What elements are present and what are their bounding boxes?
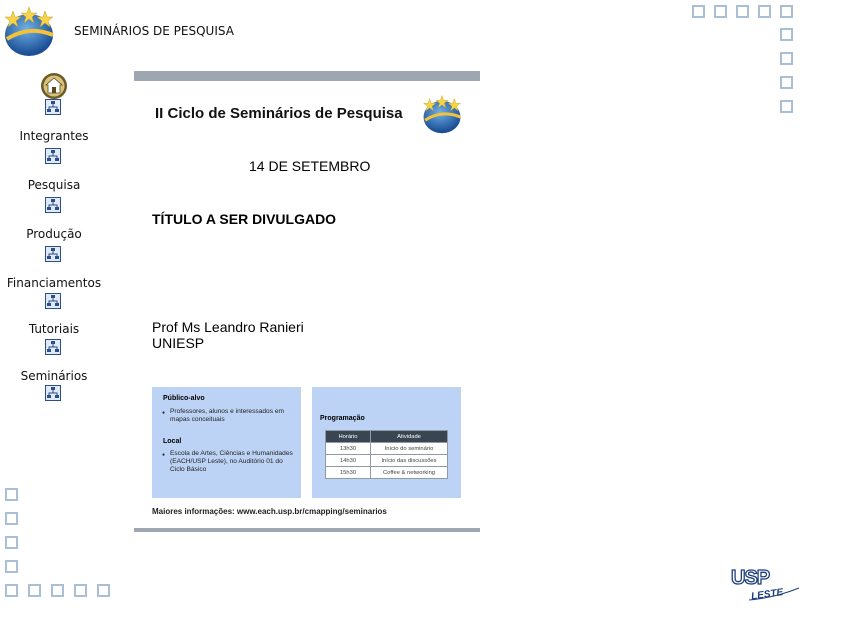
sidebar-item-producao[interactable]: Produção [26, 227, 82, 241]
schedule-header: Atividade [371, 431, 448, 443]
decor-square [5, 512, 18, 525]
schedule-time: 14h30 [326, 455, 371, 467]
table-row [326, 467, 448, 479]
schedule-table [325, 430, 448, 479]
speaker-affiliation: UNIESP [152, 335, 205, 351]
location-text: ● Escola de Artes, Ciências e Humanidades (EACH/USP Leste), no Auditório 01 do Ciclo Básico [170, 450, 296, 474]
decor-square [758, 5, 771, 18]
svg-text:USP: USP [731, 567, 770, 589]
audience-heading: Público-alvo [163, 395, 205, 402]
concept-map-icon[interactable] [45, 385, 61, 401]
decor-square [780, 100, 793, 113]
location-heading: Local [163, 438, 182, 445]
schedule-time: 13h30 [326, 443, 371, 455]
decor-square [780, 28, 793, 41]
schedule-activity: Início do seminário [371, 443, 448, 455]
decor-square [74, 584, 87, 597]
program-box [312, 387, 461, 498]
decor-square [780, 76, 793, 89]
seminar-date: 14 DE SETEMBRO [249, 158, 371, 174]
sidebar-item-pesquisa[interactable]: Pesquisa [27, 178, 81, 192]
schedule-time: 15h30 [326, 467, 371, 479]
stars-globe-logo [419, 94, 465, 134]
sidebar-item-financiamentos[interactable]: Financiamentos [6, 276, 102, 290]
more-info-text: Maiores informações: www.each.usp.br/cmapping/seminarios [152, 507, 387, 516]
table-row [326, 443, 448, 455]
schedule-activity: Coffee & networking [371, 467, 448, 479]
svg-text:LESTE: LESTE [750, 587, 784, 602]
poster-title: II Ciclo de Seminários de Pesquisa [155, 105, 403, 122]
sidebar-item-tutoriais[interactable]: Tutoriais [28, 322, 80, 336]
schedule-header: Horário [326, 431, 371, 443]
decor-square [97, 584, 110, 597]
usp-leste-logo [729, 564, 801, 602]
decor-square [736, 5, 749, 18]
audience-location-box [152, 387, 301, 498]
talk-title: TÍTULO A SER DIVULGADO [152, 211, 337, 227]
decor-square [692, 5, 705, 18]
decor-square [780, 5, 793, 18]
concept-map-icon[interactable] [45, 246, 61, 262]
decor-square [28, 584, 41, 597]
concept-map-icon[interactable] [45, 197, 61, 213]
poster-top-bar [134, 71, 480, 81]
decor-square [780, 52, 793, 65]
table-row [326, 455, 448, 467]
concept-map-icon[interactable] [45, 339, 61, 355]
decor-square [5, 560, 18, 573]
decor-square [51, 584, 64, 597]
sidebar-item-seminarios[interactable]: Seminários [20, 369, 88, 383]
decor-square [5, 536, 18, 549]
speaker-block [152, 319, 304, 351]
sidebar-item-integrantes[interactable]: Integrantes [19, 129, 89, 143]
concept-map-icon[interactable] [45, 99, 61, 115]
stars-globe-logo[interactable] [1, 5, 57, 57]
poster-bottom-bar [134, 528, 480, 532]
concept-map-icon[interactable] [45, 293, 61, 309]
program-heading: Programação [320, 415, 365, 422]
audience-text: ● Professores, alunos e interessados em mapas conceituais [170, 408, 296, 424]
schedule-activity: Início das discussões [371, 455, 448, 467]
site-title: SEMINÁRIOS DE PESQUISA [74, 24, 234, 38]
speaker-name: Prof Ms Leandro Ranieri [152, 319, 304, 335]
concept-map-icon[interactable] [45, 148, 61, 164]
decor-square [5, 584, 18, 597]
home-icon[interactable] [40, 72, 68, 100]
decor-square [714, 5, 727, 18]
decor-square [5, 488, 18, 501]
